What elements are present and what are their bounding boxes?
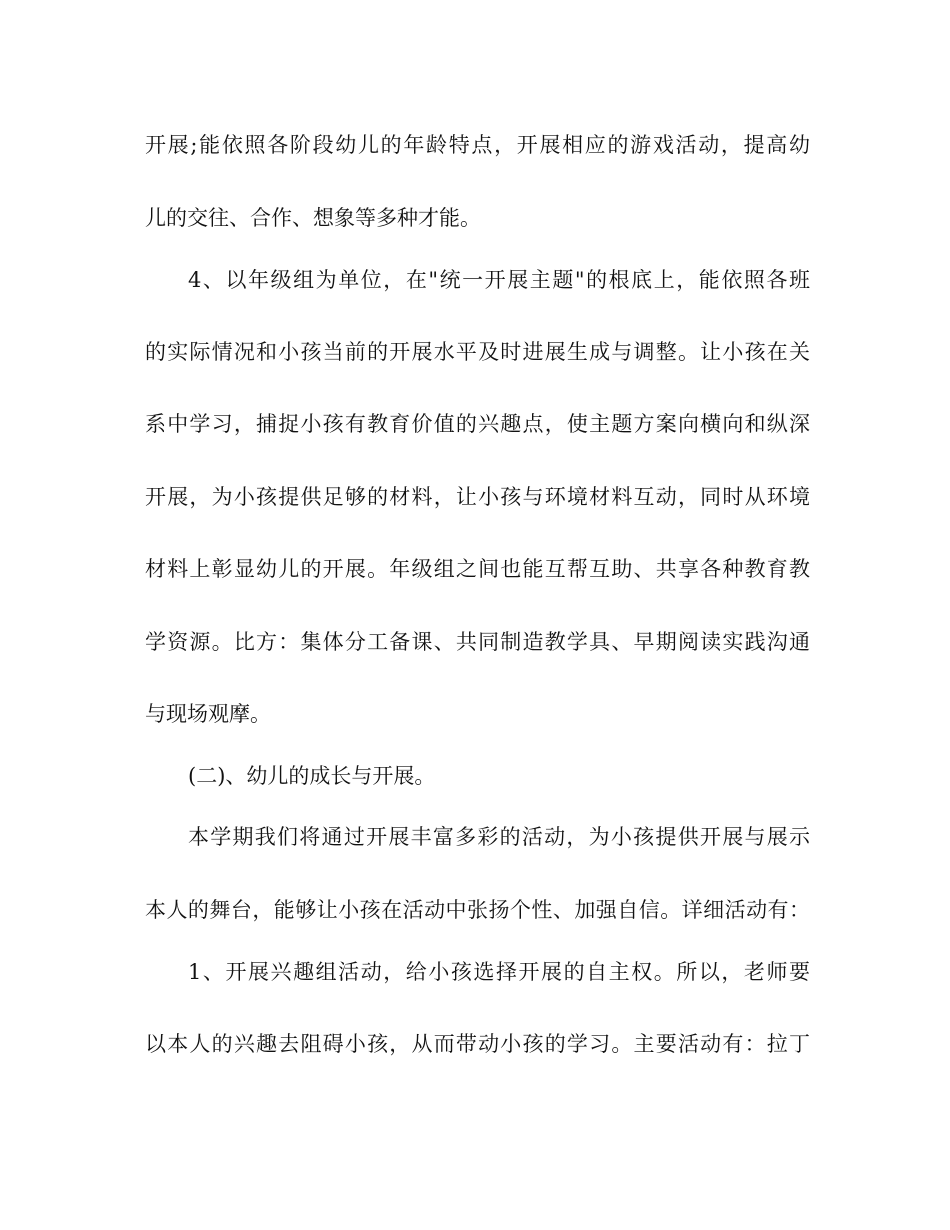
- text-line: 以本人的兴趣去阻碍小孩，从而带动小孩的学习。主要活动有：拉丁: [145, 1032, 810, 1056]
- text-line: 系中学习，捕捉小孩有教育价值的兴趣点，使主题方案向横向和纵深: [145, 412, 810, 436]
- text-line: 材料上彰显幼儿的开展。年级组之间也能互帮互助、共享各种教育教: [145, 557, 810, 581]
- text-line: 学资源。比方：集体分工备课、共同制造教学具、早期阅读实践沟通: [145, 630, 810, 654]
- text-line: 1、开展兴趣组活动，给小孩选择开展的自主权。所以，老师要: [188, 960, 810, 984]
- text-line: 儿的交往、合作、想象等多种才能。: [145, 206, 481, 230]
- text-line: 的实际情况和小孩当前的开展水平及时进展生成与调整。让小孩在关: [145, 340, 810, 364]
- text-line: 本人的舞台，能够让小孩在活动中张扬个性、加强自信。详细活动有：: [145, 898, 810, 922]
- section-heading: (二)、幼儿的成长与开展。: [188, 764, 436, 788]
- text-line: 4、以年级组为单位，在"统一开展主题"的根底上，能依照各班: [188, 268, 810, 292]
- text-line: 开展，为小孩提供足够的材料，让小孩与环境材料互动，同时从环境: [145, 485, 810, 509]
- text-line: 开展;能依照各阶段幼儿的年龄特点，开展相应的游戏活动，提高幼: [145, 133, 810, 157]
- text-line: 本学期我们将通过开展丰富多彩的活动，为小孩提供开展与展示: [188, 825, 810, 849]
- text-line: 与现场观摩。: [145, 702, 271, 726]
